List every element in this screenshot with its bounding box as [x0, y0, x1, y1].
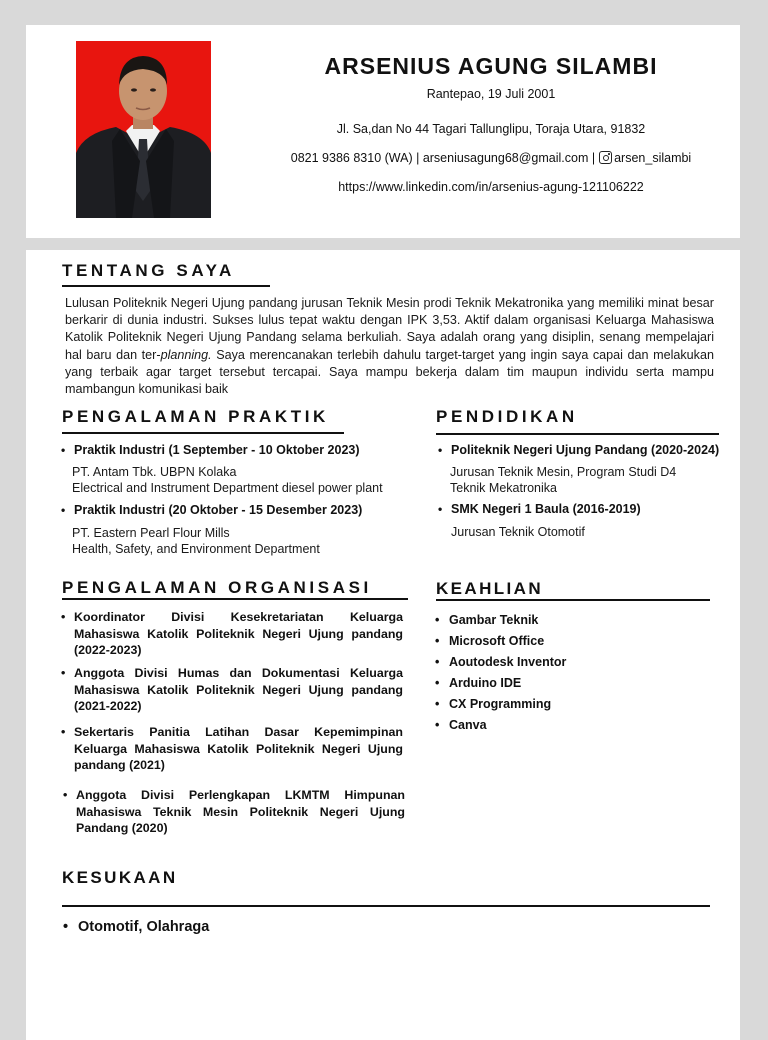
hobby-label: Otomotif, Olahraga — [78, 919, 210, 935]
skill-label: Arduino IDE — [449, 676, 522, 690]
bullet-icon: • — [61, 725, 66, 739]
experience-heading: Praktik Industri (1 September - 10 Oktober 2023) — [74, 443, 360, 457]
experience-item-2-detail — [72, 525, 320, 557]
skill-item — [435, 697, 552, 711]
organization-text: Anggota Divisi Perlengkapan LKMTM Himpunan Mahasiswa Teknik Mesin Politeknik Negeri Ujung Pandang (2020) — [76, 788, 405, 836]
section-title-about: TENTANG SAYA — [62, 261, 235, 280]
bullet-icon: • — [61, 610, 66, 624]
bullet-icon: • — [63, 919, 69, 935]
education-heading: SMK Negeri 1 Baula (2016-2019) — [451, 502, 641, 516]
about-text-2: Saya merencanakan terlebih dahulu target-target yang ingin saya capai dan melakukan yang terbaik agar target tersebut tercapai. Saya mampu bekerja dalam tim maupun individu serta mampu mambangun komunikasi baik — [65, 347, 714, 397]
experience-department: Health, Safety, and Environment Department — [72, 542, 320, 556]
section-title-education: PENDIDIKAN — [436, 407, 578, 426]
experience-item-2-heading — [61, 503, 363, 517]
profile-photo-illustration — [76, 41, 211, 218]
about-text-1: Lulusan Politeknik Negeri Ujung pandang jurusan Teknik Mesin prodi Teknik Mekatronika yang memiliki minat besar berkarir di dunia industri. Sukses lulus tepat waktu dengan IPK 3,53. Aktif dalam organisasi Keluarga Mahasiswa Katolik Politeknik Negeri Ujung Pandang selama berkuliah. Saya adalah orang yang disiplin, senang mempelajari hal baru dan ter- — [65, 296, 714, 362]
education-item-1-heading — [438, 443, 720, 457]
bullet-icon: • — [63, 788, 68, 802]
bullet-icon: • — [61, 503, 66, 517]
linkedin-link[interactable]: https://www.linkedin.com/in/arsenius-agung-121106222 — [338, 180, 644, 194]
section-title-organization: PENGALAMAN ORGANISASI — [62, 578, 372, 597]
address: Jl. Sa,dan No 44 Tagari Tallunglipu, Toraja Utara, 91832 — [336, 122, 646, 136]
experience-department: Electrical and Instrument Department diesel power plant — [72, 481, 383, 495]
skill-item — [435, 718, 487, 732]
experience-company: PT. Eastern Pearl Flour Mills — [72, 526, 230, 540]
organization-item-2 — [61, 665, 403, 715]
bullet-icon: • — [435, 634, 440, 648]
skill-item — [435, 613, 539, 627]
bullet-icon: • — [61, 666, 66, 680]
education-major: Jurusan Teknik Mesin, Program Studi D4 — [450, 465, 677, 479]
experience-item-1-heading — [61, 443, 360, 457]
bullet-icon: • — [435, 676, 440, 690]
education-heading: Politeknik Negeri Ujung Pandang (2020-2024) — [451, 443, 720, 457]
section-title-skills: KEAHLIAN — [436, 579, 544, 598]
skills-divider — [436, 599, 710, 601]
body-card — [26, 250, 740, 1040]
birth-info: Rantepao, 19 Juli 2001 — [426, 87, 556, 101]
skill-item — [435, 676, 522, 690]
experience-heading: Praktik Industri (20 Oktober - 15 Desember 2023) — [74, 503, 363, 517]
profile-photo — [76, 41, 211, 218]
skill-label: Gambar Teknik — [449, 613, 539, 627]
education-item-2-heading — [438, 502, 641, 516]
about-text-italic: planning. — [160, 347, 212, 362]
organization-text: Koordinator Divisi Kesekretariatan Keluarga Mahasiswa Katolik Politeknik Negeri Ujung pandang (2022-2023) — [74, 610, 403, 658]
education-divider — [436, 433, 719, 435]
skill-label: CX Programming — [449, 697, 552, 711]
contact-line — [236, 151, 746, 165]
hobby-item — [63, 919, 210, 935]
education-item-1-detail — [450, 464, 676, 496]
education-program: Teknik Mekatronika — [450, 481, 557, 495]
skill-label: Canva — [449, 718, 487, 732]
bullet-icon: • — [438, 502, 443, 516]
experience-item-1-detail — [72, 464, 383, 496]
bullet-icon: • — [435, 718, 440, 732]
education-major: Jurusan Teknik Otomotif — [451, 525, 585, 539]
bullet-icon: • — [435, 613, 440, 627]
about-divider — [62, 285, 270, 287]
bullet-icon: • — [438, 443, 443, 457]
skill-item — [435, 634, 545, 648]
instagram-handle[interactable]: arsen_silambi — [614, 151, 692, 165]
organization-item-3 — [61, 724, 403, 774]
organization-text: Sekertaris Panitia Latihan Dasar Kepemimpinan Keluarga Mahasiswa Katolik Politeknik Negeri Ujung pandang (2021) — [74, 725, 403, 773]
section-title-experience: PENGALAMAN PRAKTIK — [62, 407, 329, 426]
section-title-hobbies: KESUKAAN — [62, 868, 178, 887]
education-item-2-detail — [451, 524, 585, 540]
about-paragraph — [65, 295, 714, 398]
phone-email: 0821 9386 8310 (WA) | arseniusagung68@gmail.com | — [290, 151, 596, 165]
organization-text: Anggota Divisi Humas dan Dokumentasi Keluarga Mahasiswa Katolik Politeknik Negeri Ujung pandang (2021-2022) — [74, 666, 403, 714]
instagram-icon — [599, 151, 612, 164]
organization-item-1 — [61, 609, 403, 659]
bullet-icon: • — [435, 697, 440, 711]
skill-item — [435, 655, 567, 669]
hobbies-divider — [62, 905, 710, 907]
experience-divider — [62, 432, 344, 434]
bullet-icon: • — [435, 655, 440, 669]
bullet-icon: • — [61, 443, 66, 457]
skill-label: Microsoft Office — [449, 634, 545, 648]
experience-company: PT. Antam Tbk. UBPN Kolaka — [72, 465, 237, 479]
skill-label: Aoutodesk Inventor — [449, 655, 567, 669]
full-name: ARSENIUS AGUNG SILAMBI — [324, 53, 658, 79]
organization-item-4 — [63, 787, 405, 837]
organization-divider — [62, 598, 408, 600]
header-card — [26, 25, 740, 238]
